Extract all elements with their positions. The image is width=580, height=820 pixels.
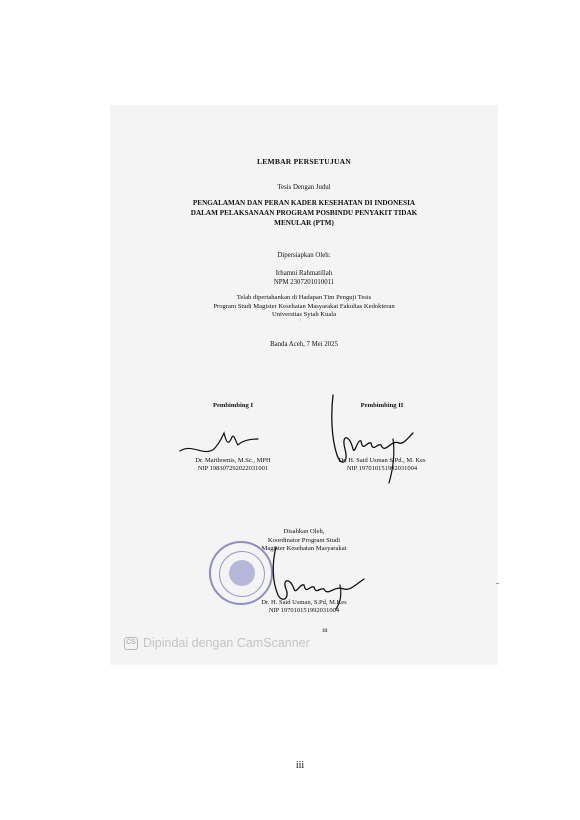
author-npm: NPM 2307201010011 bbox=[273, 279, 335, 286]
stamp-emblem bbox=[229, 560, 255, 586]
supervisor-1-credentials bbox=[158, 457, 308, 474]
scanned-approval-sheet bbox=[110, 105, 498, 665]
approver-name: Dr. H. Said Usman, S.Pd, M.Kes bbox=[261, 599, 347, 606]
approver-nip: NIP 197010151992031004 bbox=[268, 607, 340, 615]
document-subtitle: Tesis Dengan Judul bbox=[277, 184, 331, 191]
supervisor-1-signature bbox=[178, 423, 268, 459]
approver-credentials bbox=[110, 599, 498, 616]
supervisor-2-heading: Pembimbing II bbox=[360, 402, 404, 409]
camscanner-watermark bbox=[110, 635, 498, 655]
supervisor-2-credentials bbox=[307, 457, 457, 474]
thesis-title-line: DALAM PELAKSANAAN PROGRAM POSBINDU PENYAKIT TIDAK bbox=[190, 209, 418, 217]
approved-line: Magister Kesehatan Masyarakat bbox=[261, 545, 347, 553]
supervisor-2-name: Dr. H. Said Usman S.Pd., M. Kes bbox=[338, 457, 426, 464]
page-number: iii bbox=[295, 760, 305, 771]
stray-mark: , bbox=[300, 317, 302, 322]
supervisor-1-name: Dr. Marthoenis, M.Sc., MPH bbox=[195, 457, 271, 464]
camscanner-logo-icon: CS bbox=[124, 637, 138, 650]
author-name: Irhamni Rahmatillah bbox=[275, 270, 333, 277]
prepared-by-label: Dipersiapkan Oleh: bbox=[277, 252, 331, 259]
place-date: Banda Aceh, 7 Mei 2025 bbox=[270, 341, 338, 348]
defended-line: Universitas Syiah Kuala bbox=[271, 311, 337, 319]
supervisor-2-nip: NIP 197010151992031004 bbox=[346, 465, 418, 473]
approved-line: Koordinator Program Studi bbox=[267, 536, 341, 544]
defended-line: Telah dipertahankan di Hadapan Tim Penguji Tesis bbox=[236, 294, 372, 301]
thesis-title bbox=[110, 198, 498, 228]
defended-line: Program Studi Magister Kesehatan Masyarakat Fakultas Kedokteran bbox=[213, 302, 395, 310]
document-heading: LEMBAR PERSETUJUAN bbox=[256, 157, 352, 166]
camscanner-text: Dipindai dengan CamScanner bbox=[143, 636, 310, 650]
supervisor-1-heading: Pembimbing I bbox=[212, 402, 254, 409]
thesis-title-line: PENGALAMAN DAN PERAN KADER KESEHATAN DI INDONESIA bbox=[192, 199, 416, 207]
approved-line: Disahkan Oleh, bbox=[283, 528, 325, 535]
margin-mark bbox=[496, 583, 499, 584]
author-block bbox=[110, 269, 498, 287]
supervisor-1-nip: NIP 198307292022031001 bbox=[197, 465, 269, 473]
defended-statement bbox=[110, 294, 498, 320]
inner-page-number: iii bbox=[322, 627, 328, 634]
thesis-title-line: MENULAR (PTM) bbox=[274, 219, 334, 227]
